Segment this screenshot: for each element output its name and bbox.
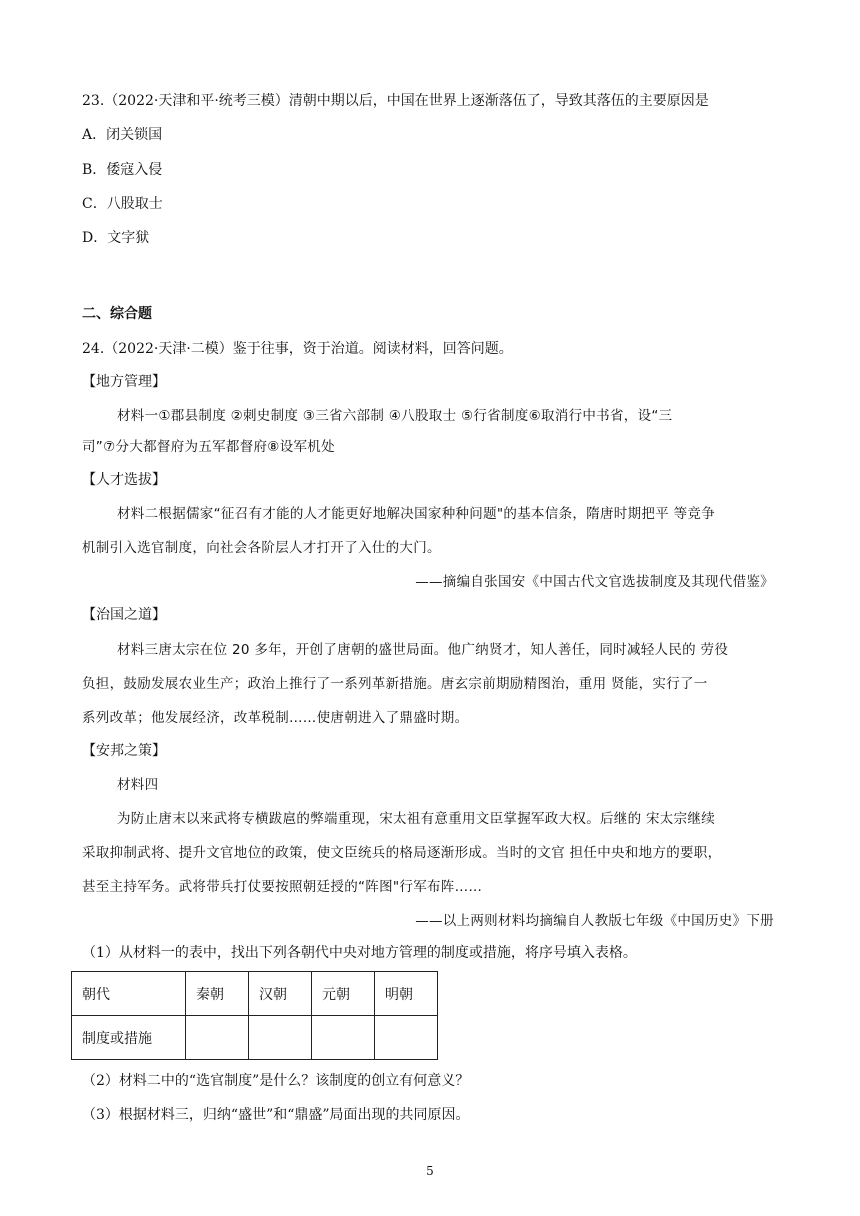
q23-option-b: B．倭寇入侵 bbox=[82, 162, 163, 178]
material-2-line-1: 材料二根据儒家“征召有才能的人才能更好地解决国家种种问题"的基本信条，隋唐时期把平 等竞争 bbox=[117, 506, 715, 522]
heading-governance: 【治国之道】 bbox=[82, 607, 166, 623]
table-cell-blank[interactable] bbox=[375, 1016, 438, 1060]
material-4-label: 材料四 bbox=[117, 777, 159, 793]
sub-question-1: （1）从材料一的表中，找出下列各朝代中央对地方管理的制度或措施，将序号填入表格。 bbox=[82, 945, 637, 961]
page-number: 5 bbox=[426, 1164, 434, 1178]
q23-option-a: A．闭关锁国 bbox=[82, 127, 163, 143]
answer-table bbox=[71, 971, 438, 1060]
material-4-line-2: 采取抑制武将、提升文官地位的政策，使文臣统兵的格局逐渐形成。当时的文官 担任中央和地方的要职， bbox=[82, 845, 722, 861]
section-title: 二、综合题 bbox=[82, 306, 152, 322]
material-4-line-1: 为防止唐末以来武将专横跋扈的弊端重现，宋太祖有意重用文臣掌握军政大权。后继的 宋太宗继续 bbox=[117, 811, 715, 827]
table-cell: 秦朝 bbox=[186, 972, 249, 1016]
material-4-line-3: 甚至主持军务。武将带兵打仗要按照朝廷授的“阵图"行军布阵…… bbox=[82, 879, 483, 895]
material-2-line-2: 机制引入选官制度，向社会各阶层人才打开了入仕的大门。 bbox=[82, 540, 441, 556]
sub-question-3: （3）根据材料三，归纳“盛世”和“鼎盛”局面出现的共同原因。 bbox=[82, 1107, 470, 1123]
table-cell: 朝代 bbox=[72, 972, 186, 1016]
table-cell-blank[interactable] bbox=[249, 1016, 312, 1060]
heading-local-management: 【地方管理】 bbox=[82, 374, 166, 390]
q23-stem: 23.（2022·天津和平·统考三模）清朝中期以后，中国在世界上逐渐落伍了，导致其落伍的主要原因是 bbox=[82, 93, 709, 109]
sub-question-2: （2）材料二中的“选官制度”是什么？该制度的创立有何意义？ bbox=[82, 1073, 470, 1089]
table-cell: 汉朝 bbox=[249, 972, 312, 1016]
table-cell-blank[interactable] bbox=[312, 1016, 375, 1060]
table-row bbox=[72, 1016, 438, 1060]
table-cell: 明朝 bbox=[375, 972, 438, 1016]
heading-stability: 【安邦之策】 bbox=[82, 743, 166, 759]
material-1-line-2: 司”⑦分大都督府为五军都督府⑧设军机处 bbox=[82, 439, 335, 455]
material-3-line-3: 系列改革；他发展经济，改革税制……使唐朝进入了鼎盛时期。 bbox=[82, 710, 469, 726]
heading-talent-selection: 【人才选拔】 bbox=[82, 472, 166, 488]
material-1-line-1: 材料一①郡县制度 ②刺史制度 ③三省六部制 ④八股取士 ⑤行省制度⑥取消行中书省，设“三 bbox=[117, 408, 673, 424]
q23-option-d: D．文字狱 bbox=[82, 230, 150, 246]
table-cell: 制度或措施 bbox=[72, 1016, 186, 1060]
table-cell-blank[interactable] bbox=[186, 1016, 249, 1060]
table-header-row bbox=[72, 972, 438, 1016]
table-cell: 元朝 bbox=[312, 972, 375, 1016]
q24-stem: 24.（2022·天津·二模）鉴于往事，资于治道。阅读材料，回答问题。 bbox=[82, 341, 513, 357]
material-3-line-1: 材料三唐太宗在位 20 多年，开创了唐朝的盛世局面。他广纳贤才，知人善任，同时减轻人民的 劳役 bbox=[117, 642, 729, 658]
material-3-line-2: 负担，鼓励发展农业生产；政治上推行了一系列革新措施。唐玄宗前期励精图治，重用 贤能，实行了一 bbox=[82, 676, 708, 692]
material-2-source: ——摘编自张国安《中国古代文官选拔制度及其现代借鉴》 bbox=[415, 574, 774, 590]
material-4-source: ——以上两则材料均摘编自人教版七年级《中国历史》下册 bbox=[415, 913, 774, 929]
q23-option-c: C．八股取士 bbox=[82, 196, 163, 212]
